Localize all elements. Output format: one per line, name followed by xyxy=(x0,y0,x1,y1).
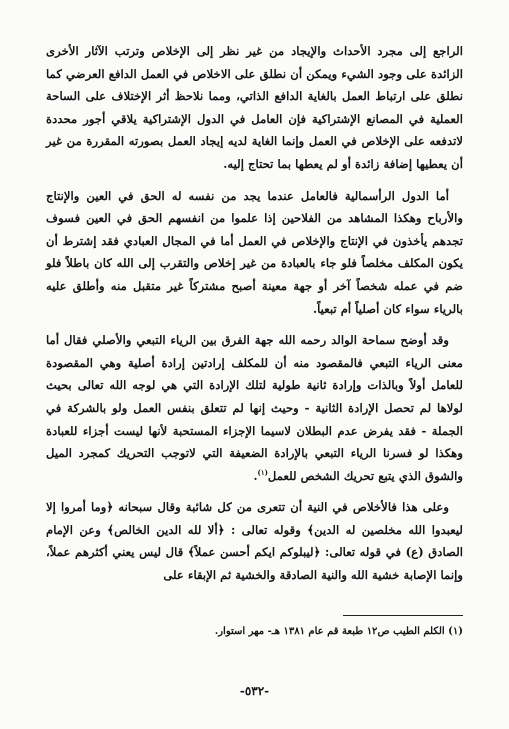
paragraph-3-text: وقد أوضح سماحة الوالد رحمه الله جهة الفرق بين الرياء التبعي والأصلي فقال أما معنى الرياء التبعي فالمقصود منه أن للمكلف إرادتين إرادة أصلية وهي المقصودة للعامل أولاً وبالذات وإرادة ثانية طولية لتلك الإرادة التي هي لوجه الله تعالى بحيث لولاها لم تحصل الإرادة الثانية - وحيث إنها لم تتعلق بنفس العمل ولو بالشركة في الجملة - فقد يفرض عدم البطلان لاسيما الإجزاء المستحبة لأنها ليست أجزاء للعبادة وهكذا لو فسرنا الرياء التبعي بالإرادة الضعيفة التي لاتوجب التحريك كمجرد الميل والشوق الذي يتبع تحريك الشخص للعمل xyxy=(46,333,463,483)
body-text xyxy=(46,40,463,596)
paragraph-1: الراجع إلى مجرد الأحداث والإيجاد من غير نظر إلى الإخلاص وترتب الآثار الأخرى الزائدة على وجود الشيء ويمكن أن نطلق على الاخلاص في العمل الدافع العرضي كما نطلق على ارتباط العمل بالغاية الدافع الذاتي، ومما نلاحظ أثر الإختلاف على الساحة العملية في المصانع الإشتراكية فإن العامل في الدول الإشتراكية يلاقي أجور محددة لاتدفعه على الإخلاص في العمل وإنما الغاية لديه إيجاد العمل بصورته المقررة من غير أن يعطيها إضافة زائدة أو لم يعطها بما تحتاج إليه. xyxy=(46,44,463,171)
paragraph-2: أما الدول الرأسمالية فالعامل عندما يجد من نفسه له الحق في العين والإنتاج والأرباح وهكذا المشاهد من الفلاحين إذا علموا من انفسهم الحق في العين فسوف تجدهم يأخذون في الإنتاج والإخلاص في العمل أما في المجال العبادي فقد إشترط أن يكون المكلف مخلصاً فلو جاء بالعبادة من غير إخلاص والتقرب إلى الله كان باطلاً فلو ضم في عمله شخصاً آخر أو جهة معينة أصبح مشتركاً غير متقبل منه وأطلق عليه بالرياء سواء كان أصلياً أم تبعياً. xyxy=(46,188,463,316)
footnote-marker: (١) xyxy=(257,467,268,477)
page-number: -٥٣٢- xyxy=(239,684,270,698)
footnote-divider xyxy=(343,615,463,616)
paragraph-4: وعلى هذا فالأخلاص في النية أن تتعرى من كل شائبة وقال سبحانه ﴿وما أمروا إلا ليعبدوا الله مخلصين له الدين﴾ وقوله تعالى : ﴿ألا لله الدين الخالص﴾ وعن الإمام الصادق (ع) في قوله تعالى: ﴿ليبلوكم ايكم أحسن عملاً﴾ قال ليس يعني أكثرهم عملاً، وإنما الإصابة خشية الله والنية الصادقة والخشية ثم الإبقاء على xyxy=(46,500,463,583)
paragraph-3: وقد أوضح سماحة الوالد رحمه الله جهة الفرق بين الرياء التبعي والأصلي فقال أما معنى الرياء التبعي فالمقصود منه أن للمكلف إرادتين إرادة أصلية وهي المقصودة للعامل أولاً وبالذات وإرادة ثانية طولية لتلك الإرادة التي هي لوجه الله تعالى بحيث لولاها لم تحصل الإرادة الثانية - وحيث إنها لم تتعلق بنفس العمل ولو بالشركة في الجملة - فقد يفرض عدم البطلان لاسيما الإجزاء المستحبة لأنها ليست أجزاء للعبادة وهكذا لو فسرنا الرياء التبعي بالإرادة الضعيفة التي لاتوجب التحريك كمجرد الميل والشوق الذي يتبع تحريك الشخص للعمل$^{(١)}$. xyxy=(46,333,463,483)
footnote: (١) الكلم الطيب ص١٢ طبعة قم عام ١٣٨١ هـ- مهر استوار. xyxy=(214,626,463,637)
